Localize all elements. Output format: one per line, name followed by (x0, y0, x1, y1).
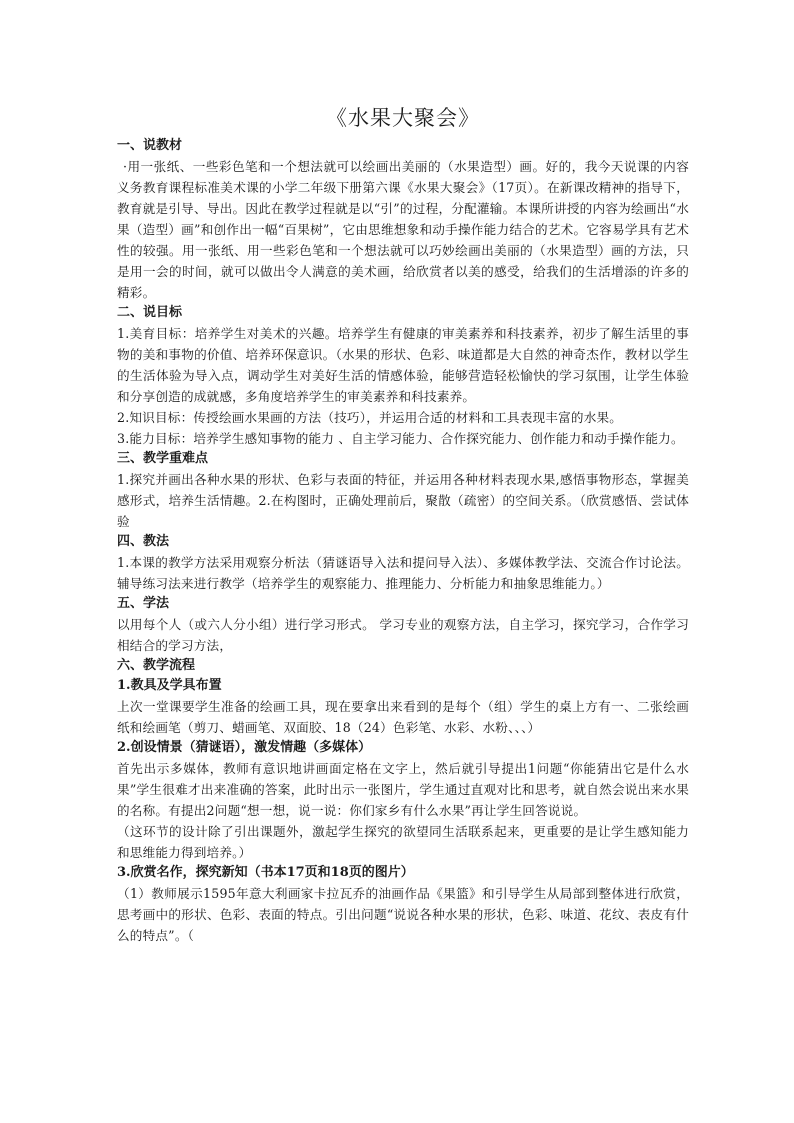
textbook-paragraph: ·用一张纸、一些彩色笔和一个想法就可以绘画出美丽的（水果造型）画。好的，我今天说课的内容义务教育课程标准美术课的小学二年级下册第六课《水果大聚会》（17页）。在新课改精神的指导下，教育就是引导、导出。因此在教学过程就是以“引”的过程，分配灌输。本课所讲授的内容为绘画出“水果（造型）画”和创作出一幅“百果树”，它由思维想象和动手操作能力结合的艺术。它容易学具有艺术性的较强。用一张纸、用一些彩色笔和一个想法就可以巧妙绘画出美丽的（水果造型）画的方法，只是用一会的时间，就可以做出令人满意的美术画，给欣赏者以美的感受，给我们的生活增添的许多的精彩。 (117, 159, 689, 300)
subheading-scenario: 2.创设情景（猜谜语），激发情趣（多媒体） (117, 740, 372, 755)
section-key-points (117, 449, 689, 532)
subheading-materials: 1.教具及学具布置 (117, 678, 222, 693)
document-page (117, 0, 689, 946)
section-heading-learning-methods: 五、学法 (117, 596, 170, 611)
section-heading-teaching-process: 六、教学流程 (117, 658, 196, 673)
learning-methods-paragraph: 以用每个人（或六人分小组）进行学习形式。 学习专业的观察方法，自主学习，探究学习，合作学习相结合的学习方法， (117, 617, 689, 653)
section-heading-textbook: 一、说教材 (117, 138, 183, 153)
teaching-methods-paragraph: 1.本课的教学方法采用观察分析法（猜谜语导入法和提问导入法）、多媒体教学法、交流合作讨论法。辅导练习法来进行教学（培养学生的观察能力、推理能力、分析能力和抽象思维能力。） (117, 555, 689, 591)
section-heading-teaching-methods: 四、教法 (117, 534, 170, 549)
document-title: 《水果大聚会》 (326, 106, 480, 130)
objective-knowledge: 2.知识目标：传授绘画水果画的方法（技巧），并运用合适的材料和工具表现丰富的水果。 (117, 410, 623, 425)
section-heading-objectives: 二、说目标 (117, 305, 183, 320)
subheading-appreciation: 3.欣赏名作，探究新知（书本17页和18页的图片） (117, 865, 414, 880)
objective-ability: 3.能力目标：培养学生感知事物的能力 、自主学习能力、合作探究能力、创作能力和动手操作能力。 (117, 431, 684, 446)
section-teaching-methods (117, 532, 689, 594)
section-teaching-process (117, 656, 689, 946)
materials-paragraph: 上次一堂课要学生准备的绘画工具，现在要拿出来看到的是每个（组）学生的桌上方有一、二张绘画纸和绘画笔（剪刀、蜡画笔、双面胶、18（24）色彩笔、水彩、水粉、、、） (117, 699, 689, 735)
section-objectives (117, 303, 689, 449)
section-textbook (117, 136, 689, 303)
objective-aesthetic: 1.美育目标：培养学生对美术的兴趣。培养学生有健康的审美素养和科技素养，初步了解生活里的事物的美和事物的价值、培养环保意识。（水果的形状、色彩、味道都是大自然的神奇杰作，教材以学生的生活体验为导入点，调动学生对美好生活的情感体验，能够营造轻松愉快的学习氛围，让学生体验和分享创造的成就感，多角度培养学生的审美素养和科技素养。 (117, 326, 689, 404)
scenario-note-paragraph: （这环节的设计除了引出课题外，激起学生探究的欲望同生活联系起来，更重要的是让学生感知能力和思维能力得到培养。） (117, 824, 689, 860)
scenario-paragraph: 首先出示多媒体，教师有意识地讲画面定格在文字上，然后就引导提出1问题“你能猜出它是什么水果”学生很难才出来准确的答案，此时出示一张图片，学生通过直观对比和思考，就自然会说出来水果的名称。有提出2问题“想一想，说一说：你们家乡有什么水果”再让学生回答说说。 (117, 761, 689, 818)
appreciation-paragraph: （1）教师展示1595年意大利画家卡拉瓦乔的油画作品《果篮》和引导学生从局部到整体进行欣赏，思考画中的形状、色彩、表面的特点。引出问题“说说各种水果的形状，色彩、味道、花纹、表皮有什么的特点”。（ (117, 886, 689, 943)
section-heading-key-points: 三、教学重难点 (117, 451, 209, 466)
section-learning-methods (117, 594, 689, 656)
key-points-paragraph: 1.探究并画出各种水果的形状、色彩与表面的特征，并运用各种材料表现水果,感悟事物形态，掌握美感形式，培养生活情趣。2.在构图时，正确处理前后，聚散（疏密）的空间关系。（欣赏感悟、尝试体验 (117, 472, 689, 529)
